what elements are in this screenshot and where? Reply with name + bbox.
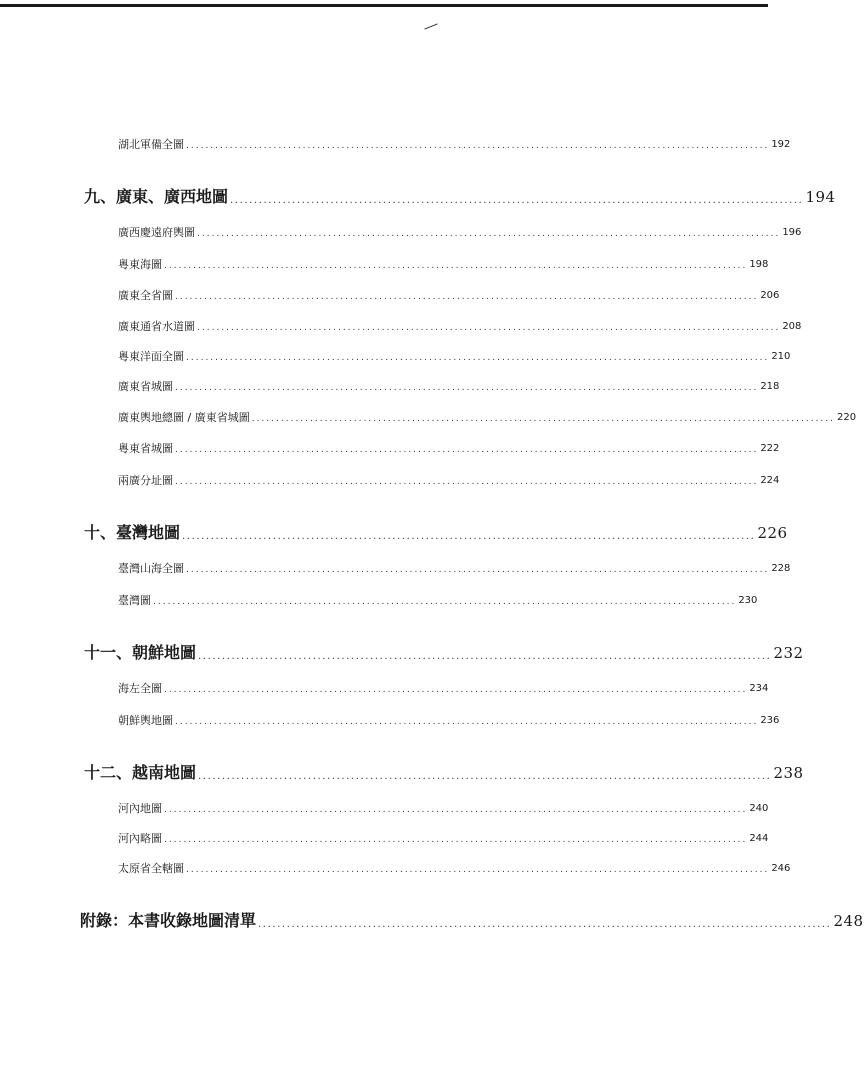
appendix-title: 附錄：本書收錄地圖清單 <box>80 911 257 930</box>
entry-page: 236 <box>760 715 780 726</box>
dot-leader: ........................................................................................................................ <box>198 651 772 662</box>
toc-entry[interactable] <box>118 440 780 456</box>
entry-title: 兩廣分址圖 <box>118 474 173 487</box>
toc-entry[interactable] <box>118 560 791 576</box>
dot-leader: ........................................................................................................................ <box>186 565 770 575</box>
toc-entry[interactable] <box>118 136 791 152</box>
toc-section-heading[interactable] <box>84 520 788 544</box>
entry-title: 湖北軍備全圖 <box>118 138 184 151</box>
dot-leader: ........................................................................................................................ <box>198 771 772 782</box>
toc-entry[interactable] <box>118 680 769 696</box>
toc-entry[interactable] <box>118 860 791 876</box>
entry-title: 粵東洋面全圖 <box>118 350 184 363</box>
dot-leader: ........................................................................................................................ <box>197 229 781 239</box>
toc-entry[interactable] <box>118 224 802 240</box>
entry-page: 208 <box>782 321 802 332</box>
toc-entry[interactable] <box>118 287 780 303</box>
toc-entry[interactable] <box>118 348 791 364</box>
section-title: 九、廣東、廣西地圖 <box>84 187 229 206</box>
entry-title: 臺灣圖 <box>118 594 151 607</box>
toc-section-heading[interactable] <box>84 640 804 664</box>
entry-page: 210 <box>771 351 791 362</box>
entry-title: 太原省全轄圖 <box>118 862 184 875</box>
toc-entry[interactable] <box>118 472 780 488</box>
dot-leader: ........................................................................................................................ <box>164 261 748 271</box>
entry-page: 220 <box>837 412 857 423</box>
toc-entry[interactable] <box>118 318 802 334</box>
dot-leader: ........................................................................................................................ <box>164 805 748 815</box>
entry-page: 196 <box>782 227 802 238</box>
entry-title: 廣東省城圖 <box>118 380 173 393</box>
entry-page: 198 <box>749 259 769 270</box>
entry-title: 河內略圖 <box>118 832 162 845</box>
entry-page: 206 <box>760 290 780 301</box>
dot-leader: ........................................................................................................................ <box>182 531 756 542</box>
appendix-page: 248 <box>833 912 864 930</box>
entry-page: 230 <box>738 595 758 606</box>
entry-title: 海左全圖 <box>118 682 162 695</box>
entry-page: 228 <box>771 563 791 574</box>
entry-title: 廣西慶遠府輿圖 <box>118 226 195 239</box>
toc-entry[interactable] <box>118 592 758 608</box>
dot-leader: ........................................................................................................................ <box>258 919 832 930</box>
entry-page: 222 <box>760 443 780 454</box>
entry-page: 240 <box>749 803 769 814</box>
dot-leader: ........................................................................................................................ <box>230 195 804 206</box>
entry-page: 224 <box>760 475 780 486</box>
dot-leader: ........................................................................................................................ <box>186 141 770 151</box>
entry-page: 192 <box>771 139 791 150</box>
section-title: 十、臺灣地圖 <box>84 523 181 542</box>
toc-section-heading[interactable] <box>84 184 836 208</box>
dot-leader: ........................................................................................................................ <box>175 445 759 455</box>
dot-leader: ........................................................................................................................ <box>251 414 836 424</box>
dot-leader: ........................................................................................................................ <box>186 865 770 875</box>
entry-title: 臺灣山海全圖 <box>118 562 184 575</box>
dot-leader: ........................................................................................................................ <box>175 717 759 727</box>
dot-leader: ........................................................................................................................ <box>175 477 759 487</box>
section-page: 232 <box>773 644 804 662</box>
toc-entry[interactable] <box>118 256 769 272</box>
dot-leader: ........................................................................................................................ <box>197 323 781 333</box>
dot-leader: ........................................................................................................................ <box>164 835 748 845</box>
section-page: 226 <box>757 524 788 542</box>
section-page: 238 <box>773 764 804 782</box>
entry-title: 廣東輿地總圖 / 廣東省城圖 <box>118 411 250 424</box>
toc-section-heading[interactable] <box>84 760 804 784</box>
toc-entry[interactable] <box>118 409 857 425</box>
entry-title: 廣東通省水道圖 <box>118 320 195 333</box>
entry-page: 246 <box>771 863 791 874</box>
section-title: 十一、朝鮮地圖 <box>84 643 197 662</box>
dot-leader: ........................................................................................................................ <box>175 383 759 393</box>
entry-page: 218 <box>760 381 780 392</box>
entry-page: 234 <box>749 683 769 694</box>
entry-page: 244 <box>749 833 769 844</box>
section-title: 十二、越南地圖 <box>84 763 197 782</box>
dot-leader: ........................................................................................................................ <box>153 597 737 607</box>
toc-entry[interactable] <box>118 712 780 728</box>
toc-entry[interactable] <box>118 830 769 846</box>
entry-title: 廣東全省圖 <box>118 289 173 302</box>
dot-leader: ........................................................................................................................ <box>175 292 759 302</box>
dot-leader: ........................................................................................................................ <box>186 353 770 363</box>
toc-appendix-heading[interactable] <box>80 908 864 932</box>
section-page: 194 <box>805 188 836 206</box>
entry-title: 河內地圖 <box>118 802 162 815</box>
toc-entry[interactable] <box>118 800 769 816</box>
dot-leader: ........................................................................................................................ <box>164 685 748 695</box>
entry-title: 粵東省城圖 <box>118 442 173 455</box>
entry-title: 朝鮮輿地圖 <box>118 714 173 727</box>
entry-title: 粵東海圖 <box>118 258 162 271</box>
toc-entry[interactable] <box>118 378 780 394</box>
